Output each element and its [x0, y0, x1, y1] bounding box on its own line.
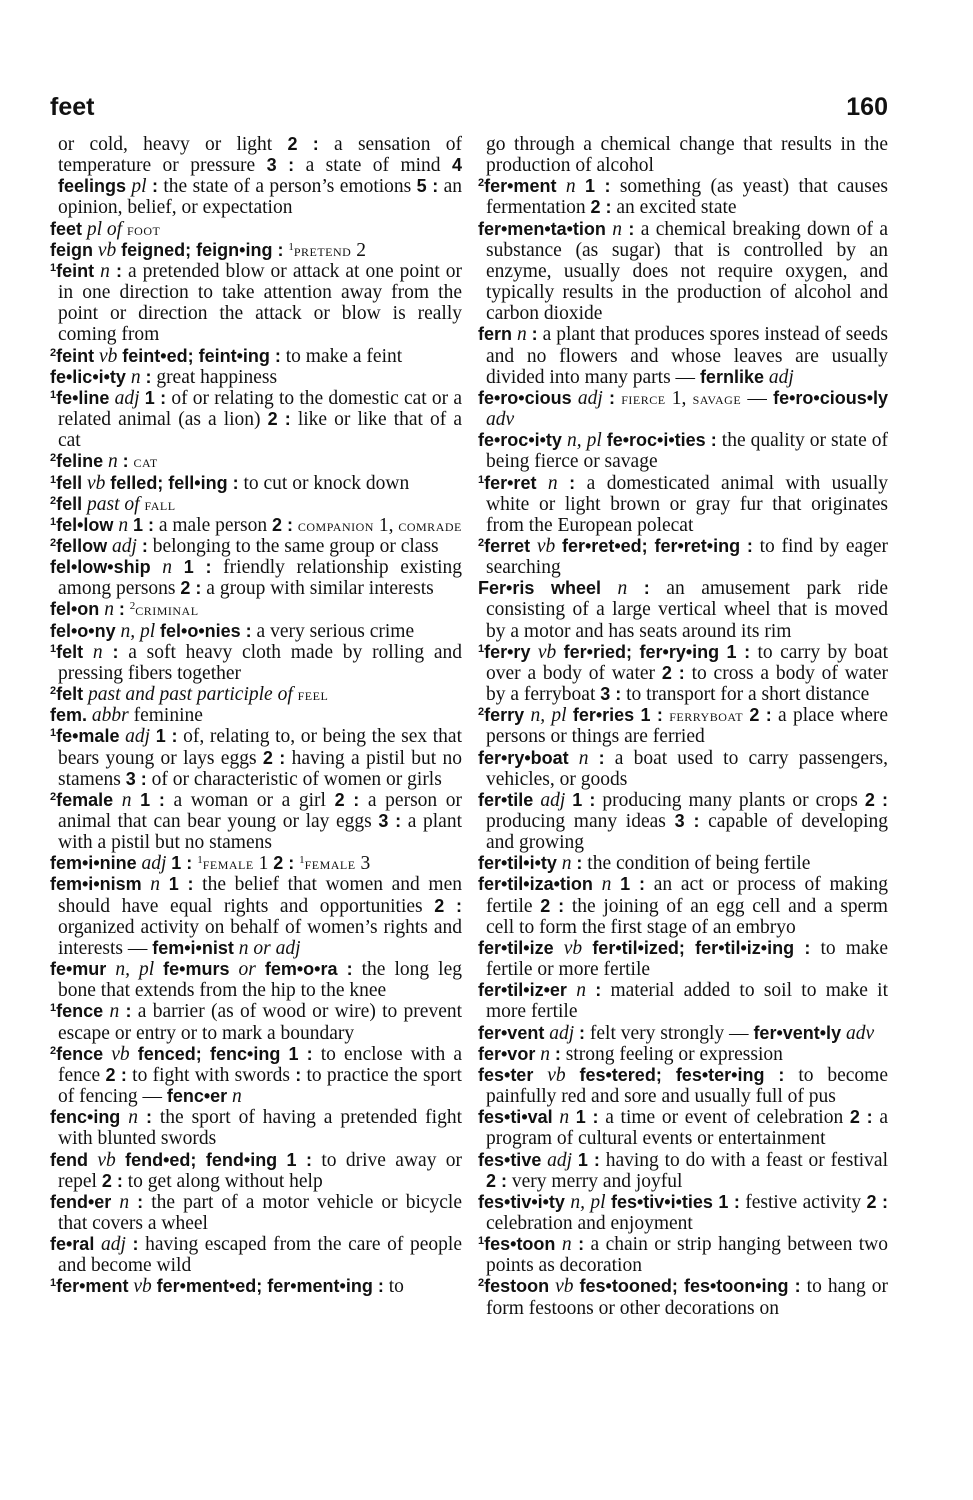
headword: fer•til•iza•tion	[478, 874, 593, 895]
dictionary-entry: $^2$fence vb fenced; fenc•ing 1 : to enclose with a fence 2 : to fight with swords : to practice the sport of fencing — fenc•er n	[50, 1043, 463, 1108]
headword: $^2$ferret	[478, 535, 531, 556]
dictionary-entry: fend•er n : the part of a motor vehicle or bicycle that covers a wheel	[50, 1191, 462, 1234]
headword: fer•til•i•ty	[478, 853, 557, 874]
dictionary-entry: $^1$fe•line adj 1 : of or relating to the domestic cat or a related animal (as a lion) 2 : like or like that of a cat	[50, 387, 462, 452]
dictionary-entry: $^2$fer•ment n 1 : something (as yeast) that causes fermentation 2 : an excited state	[478, 176, 889, 219]
headword: Fer•ris wheel	[478, 578, 601, 599]
dictionary-entry: $^1$fell vb felled; fell•ing : to cut or knock down	[50, 472, 410, 494]
dictionary-entry: fel•on n : $^2$criminal	[50, 599, 199, 621]
dictionary-entry: fes•ter vb fes•tered; fes•ter•ing : to become painfully red and sore and usually full of pus	[478, 1064, 888, 1108]
headword: $^2$fell	[50, 493, 83, 514]
dictionary-entry: fe•lic•i•ty n : great happiness	[50, 366, 278, 388]
headword: $^2$feline	[50, 451, 104, 472]
headword: fe•ro•cious	[478, 387, 572, 408]
headword: $^1$fel•low	[50, 514, 114, 535]
dictionary-entry: $^2$female n 1 : a woman or a girl 2 : a person or animal that can bear young or lay eggs 3 : a plant with a pistil but no stamens	[50, 789, 463, 854]
dictionary-entry: fes•tive adj 1 : having to do with a feast or festival 2 : very merry and joyful	[478, 1149, 889, 1192]
dictionary-entry: $^1$fence n : a barrier (as of wood or wire) to prevent escape or entry or to mark a boundary	[50, 1001, 463, 1044]
dictionary-entry: $^2$fell past of fall	[50, 493, 176, 515]
dictionary-entry: $^2$festoon vb fes•tooned; fes•toon•ing : to hang or form festoons or other decorations on	[478, 1276, 888, 1319]
headword: $^1$fence	[50, 1001, 104, 1022]
dictionary-entry: $^2$feint vb feint•ed; feint•ing : to make a feint	[50, 345, 403, 367]
dictionary-entry: fe•roc•i•ty n, pl fe•roc•i•ties : the quality or state of being fierce or savage	[478, 430, 888, 473]
headword: fes•tiv•i•ty	[478, 1191, 565, 1212]
headword: $^1$fe•male	[50, 726, 120, 747]
headword: $^2$female	[50, 789, 114, 810]
headword: $^1$fer•ry	[478, 641, 531, 662]
headword: fes•ter	[478, 1064, 534, 1085]
headword: fel•low•ship	[50, 557, 151, 578]
headword: fer•ry•boat	[478, 747, 569, 768]
dictionary-entry: fes•ti•val n 1 : a time or event of celebration 2 : a program of cultural events or entertainment	[478, 1107, 889, 1150]
dictionary-entry: $^1$feint n : a pretended blow or attack at one point or in one direction to take attention away from the point or direction the attack or blow is really coming from	[50, 260, 463, 346]
headword: fer•vent	[478, 1022, 545, 1043]
headword: fer•tile	[478, 789, 534, 810]
headword: fes•ti•val	[478, 1107, 553, 1128]
headword: $^1$fell	[50, 472, 83, 493]
dictionary-entry: $^2$ferret vb fer•ret•ed; fer•ret•ing : to find by eager searching	[478, 535, 889, 579]
dictionary-entry: fel•low•ship n 1 : friendly relationship existing among persons 2 : a group with similar interests	[50, 557, 463, 600]
dictionary-entry: fe•ro•cious adj : fierce 1, savage — fe•ro•cious•ly adv	[478, 387, 889, 431]
dictionary-entry: $^2$felt past and past participle of feel	[50, 684, 329, 706]
dictionary-entry: feign vb feigned; feign•ing : $^1$pretend 2	[50, 239, 366, 261]
headword: fes•tive	[478, 1149, 542, 1170]
dictionary-entry: fem•i•nism n 1 : the belief that women and men should have equal rights and opportunities 2 : organized activity on behalf of women’s rights and interests — fem•i•nist n or adj	[50, 874, 463, 959]
dictionary-entry: Fer•ris wheel n : an amusement park ride consisting of a large vertical wheel that is moved by a motor and has seats around its rim	[478, 578, 889, 642]
headword: fern	[478, 324, 513, 345]
headword: $^2$felt	[50, 684, 84, 705]
dictionary-entry: fer•vor n : strong feeling or expression	[478, 1043, 783, 1065]
guide-word: feet	[50, 93, 95, 121]
headword: $^1$felt	[50, 641, 84, 662]
headword: feet	[50, 218, 83, 239]
page-header	[50, 93, 888, 127]
headword: fel•on	[50, 599, 100, 620]
dictionary-entry: fer•vent adj : felt very strongly — fer•vent•ly adv	[478, 1022, 875, 1044]
dictionary-entry: fes•tiv•i•ty n, pl fes•tiv•i•ties 1 : festive activity 2 : celebration and enjoyment	[478, 1191, 889, 1234]
dictionary-entry: fer•ry•boat n : a boat used to carry passengers, vehicles, or goods	[478, 747, 889, 790]
headword: fe•mur	[50, 959, 107, 980]
headword: fend•er	[50, 1191, 112, 1212]
headword: fem•i•nism	[50, 874, 142, 895]
dictionary-entry: fer•men•ta•tion n : a chemical breaking down of a substance (as sugar) that is controlled by an enzyme, usually does not require oxygen, and typically results in the production of alcohol and carbon dioxide	[478, 218, 889, 325]
headword: $^2$festoon	[478, 1276, 550, 1297]
headword: $^1$fe•line	[50, 387, 110, 408]
headword: $^2$feint	[50, 345, 95, 366]
headword: fer•men•ta•tion	[478, 218, 606, 239]
dictionary-entry: fer•til•i•ty n : the condition of being fertile	[478, 853, 811, 875]
page-number: 160	[846, 93, 888, 121]
dictionary-entry: $^1$fer•ret n : a domesticated animal with usually white or light brown or gray fur that originates from the European polecat	[478, 472, 889, 536]
dictionary-entry: feet pl of foot	[50, 218, 161, 240]
dictionary-entry: $^1$fer•ry vb fer•ried; fer•ry•ing 1 : to carry by boat over a body of water 2 : to cross a body of water by a ferryboat 3 : to transport for a short distance	[478, 641, 889, 706]
headword: $^1$feint	[50, 260, 95, 281]
entry-continuation: or cold, heavy or light 2 : a sensation of temperature or pressure 3 : a state of mind 4 feelings pl : the state of a person’s emotions 5 : an opinion, belief, or expectation	[58, 134, 462, 219]
headword: fe•roc•i•ty	[478, 430, 562, 451]
dictionary-entry: $^1$fel•low n 1 : a male person 2 : companion 1, comrade	[50, 514, 462, 536]
dictionary-entry: $^2$feline n : cat	[50, 451, 158, 473]
headword: fe•lic•i•ty	[50, 366, 126, 387]
headword: $^1$fer•ret	[478, 472, 537, 493]
headword: fem•i•nine	[50, 853, 137, 874]
headword: fer•til•ize	[478, 937, 554, 958]
headword: fem.	[50, 705, 88, 726]
entry-continuation: go through a chemical change that results in the production of alcohol	[486, 134, 888, 177]
dictionary-entry: fer•tile adj 1 : producing many plants or crops 2 : producing many ideas 3 : capable of developing and growing	[478, 789, 889, 854]
headword: fenc•ing	[50, 1107, 121, 1128]
dictionary-entry: $^1$fe•male adj 1 : of, relating to, or being the sex that bears young or lays eggs 2 : having a pistil but no stamens 3 : of or characteristic of women or girls	[50, 726, 463, 790]
headword: fer•vor	[478, 1043, 536, 1064]
headword: $^2$fence	[50, 1043, 104, 1064]
dictionary-entry: fel•o•ny n, pl fel•o•nies : a very serious crime	[50, 620, 415, 642]
headword: fe•ral	[50, 1234, 95, 1255]
left-column	[50, 134, 462, 1298]
dictionary-entry: fer•til•iz•er n : material added to soil to make it more fertile	[478, 980, 889, 1023]
headword: $^1$fer•ment	[50, 1276, 129, 1297]
headword: $^2$fellow	[50, 535, 108, 556]
dictionary-entry: $^2$fellow adj : belonging to the same group or class	[50, 535, 439, 557]
right-column	[478, 134, 888, 1319]
dictionary-entry: fe•mur n, pl fe•murs or fem•o•ra : the long leg bone that extends from the hip to the knee	[50, 959, 462, 1002]
dictionary-entry: $^2$ferry n, pl fer•ries 1 : ferryboat 2 : a place where persons or things are ferried	[478, 705, 889, 748]
dictionary-entry: fem•i•nine adj 1 : $^1$female 1 2 : $^1$female 3	[50, 853, 371, 875]
dictionary-entry: fem. abbr feminine	[50, 705, 203, 727]
dictionary-entry: $^1$fes•toon n : a chain or strip hanging between two points as decoration	[478, 1234, 889, 1277]
dictionary-entry: $^1$fer•ment vb fer•ment•ed; fer•ment•ing : to	[50, 1276, 404, 1298]
headword: $^1$fes•toon	[478, 1234, 556, 1255]
dictionary-entry: fer•til•ize vb fer•til•ized; fer•til•iz•ing : to make fertile or more fertile	[478, 937, 889, 981]
headword: fel•o•ny	[50, 620, 116, 641]
headword: fer•til•iz•er	[478, 980, 567, 1001]
dictionary-entry: $^1$felt n : a soft heavy cloth made by rolling and pressing fibers together	[50, 641, 462, 684]
dictionary-entry: fenc•ing n : the sport of having a pretended fight with blunted swords	[50, 1107, 462, 1150]
dictionary-entry: fern n : a plant that produces spores instead of seeds and no flowers and whose leaves are usually divided into many parts — fernlike adj	[478, 324, 889, 388]
headword: $^2$fer•ment	[478, 176, 557, 197]
headword: feign	[50, 239, 93, 260]
headword: fend	[50, 1149, 88, 1170]
dictionary-entry: fend vb fend•ed; fend•ing 1 : to drive away or repel 2 : to get along without help	[50, 1149, 463, 1192]
dictionary-entry: fe•ral adj : having escaped from the care of people and become wild	[50, 1234, 463, 1277]
headword: $^2$ferry	[478, 705, 525, 726]
dictionary-entry: fer•til•iza•tion n 1 : an act or process of making fertile 2 : the joining of an egg cell and a sperm cell to form the first stage of an embryo	[478, 874, 889, 938]
